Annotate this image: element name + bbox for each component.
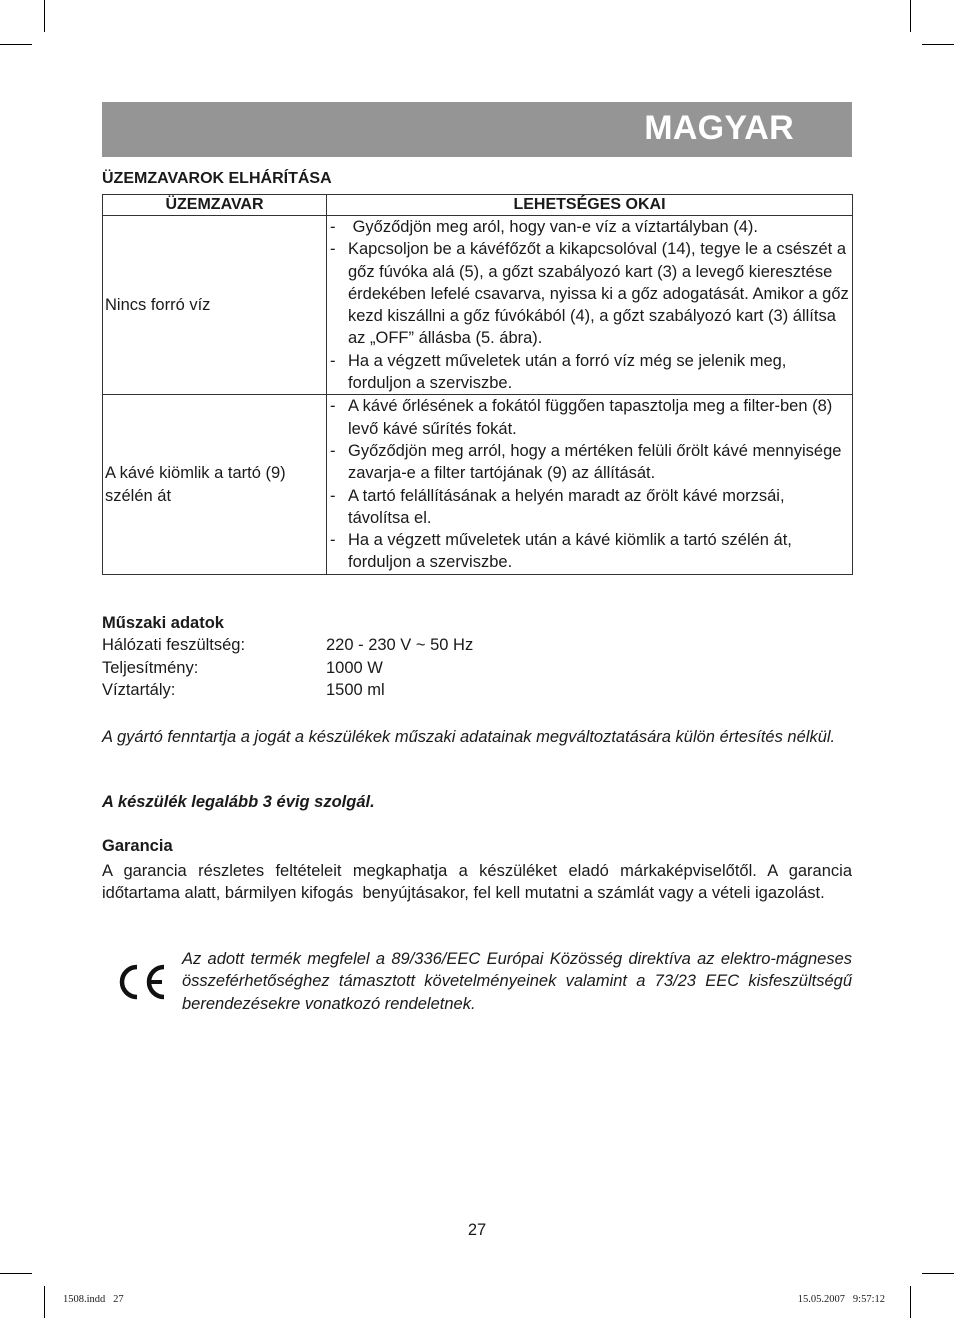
column-header-causes: LEHETSÉGES OKAI bbox=[327, 195, 853, 216]
crop-mark bbox=[44, 0, 45, 32]
spec-label: Hálózati feszültség: bbox=[102, 636, 246, 654]
spec-value: 1500 ml bbox=[326, 681, 385, 699]
warranty-text: A garancia részletes feltételeit megkaphatja a készüléket eladó márkaképviselőtől. A garancia időtartama alatt, bármilyen kifogás benyújtásakor, fel kell mutatni a számlát vagy a vételi igazolást. bbox=[102, 862, 857, 903]
cause-text: Kapcsoljon be a kávéfőzőt a kikapcsolóval (14), tegye le a csészét a gőz fúvóka alá (5), a gőzt szabályozó kart (3) a levegő kieresztése érdekében lefelé csavarva, nyissa ki a gőz adogatását. Amikor a gőz kezd kiszállni a gőz fúvókából (4), a gőzt szabályozó kart (3) állítsa az „OFF” állásba (5. ábra). bbox=[348, 240, 849, 348]
list-item bbox=[330, 529, 850, 574]
problem-cell: A kávé kiömlik a tartó (9) szélén át bbox=[103, 395, 327, 574]
crop-mark bbox=[0, 44, 32, 45]
ce-compliance-text: Az adott termék megfelel a 89/336/EEC Európai Közösség direktíva az elektro-mágneses összeférhetőséghez támasztott követelményeinek valamint a 73/23 EEC kisfeszültségű berendezésekre vonatkozó rendeletnek. bbox=[182, 950, 852, 1013]
crop-mark bbox=[922, 44, 954, 45]
language-title: MAGYAR bbox=[644, 109, 794, 147]
table-row bbox=[103, 395, 853, 574]
list-item bbox=[330, 485, 850, 530]
causes-list bbox=[327, 216, 850, 394]
ce-mark-icon bbox=[116, 962, 170, 1002]
footer-date-info: 15.05.2007 9:57:12 bbox=[797, 1294, 885, 1305]
spec-label: Teljesítmény: bbox=[102, 659, 199, 677]
page-number: 27 bbox=[467, 1221, 487, 1239]
list-item bbox=[330, 440, 850, 485]
list-dash: - bbox=[330, 441, 336, 460]
list-dash: - bbox=[330, 486, 336, 505]
list-dash: - bbox=[330, 240, 336, 259]
warranty-title: Garancia bbox=[102, 837, 173, 855]
crop-mark bbox=[910, 1286, 911, 1318]
spec-value: 1000 W bbox=[326, 659, 383, 677]
problem-cell: Nincs forró víz bbox=[103, 216, 327, 395]
cause-text: Győződjön meg arról, hogy a mértéken felüli őrölt kávé mennyisége zavarja-e a filter tartójának (9) az állítását. bbox=[348, 441, 842, 483]
crop-mark bbox=[44, 1286, 45, 1318]
list-dash: - bbox=[330, 351, 336, 370]
causes-list bbox=[327, 395, 850, 573]
table-header-row bbox=[103, 195, 853, 216]
spec-value: 220 - 230 V ~ 50 Hz bbox=[326, 636, 474, 654]
list-item bbox=[330, 238, 850, 349]
troubleshooting-table bbox=[102, 194, 853, 575]
troubleshooting-title: ÜZEMZAVAROK ELHÁRÍTÁSA bbox=[102, 170, 332, 187]
list-item bbox=[330, 350, 850, 395]
cause-text: A kávé őrlésének a fokától függően tapasztolja meg a filter-ben (8) levő kávé sűrítés fokát. bbox=[348, 397, 833, 438]
footer-file-info: 1508.indd 27 bbox=[63, 1294, 124, 1305]
cause-text: A tartó felállításának a helyén maradt az őrölt kávé morzsái, távolítsa el. bbox=[348, 486, 785, 527]
service-life-text: A készülék legalább 3 évig szolgál. bbox=[102, 793, 375, 811]
causes-cell bbox=[327, 395, 853, 574]
list-dash: - bbox=[330, 218, 336, 236]
crop-mark bbox=[0, 1273, 32, 1274]
cause-text: Győződjön meg aról, hogy van-e víz a víztartályban (4). bbox=[348, 218, 758, 236]
crop-mark bbox=[910, 0, 911, 32]
list-item bbox=[330, 395, 850, 440]
table-row bbox=[103, 216, 853, 395]
list-item bbox=[330, 216, 850, 238]
cause-text: Ha a végzett műveletek után a kávé kiömlik a tartó szélén át, forduljon a szerviszbe. bbox=[348, 531, 792, 572]
list-dash: - bbox=[330, 397, 336, 416]
specs-title: Műszaki adatok bbox=[102, 614, 224, 632]
column-header-problem: ÜZEMZAVAR bbox=[103, 195, 327, 216]
list-dash: - bbox=[330, 531, 336, 550]
language-header-bar bbox=[102, 102, 852, 157]
spec-label: Víztartály: bbox=[102, 681, 176, 699]
causes-cell bbox=[327, 216, 853, 395]
disclaimer-text: A gyártó fenntartja a jogát a készülékek műszaki adatainak megváltoztatására külön értesítés nélkül. bbox=[102, 728, 836, 746]
cause-text: Ha a végzett műveletek után a forró víz még se jelenik meg, forduljon a szerviszbe. bbox=[348, 351, 787, 393]
crop-mark bbox=[922, 1273, 954, 1274]
